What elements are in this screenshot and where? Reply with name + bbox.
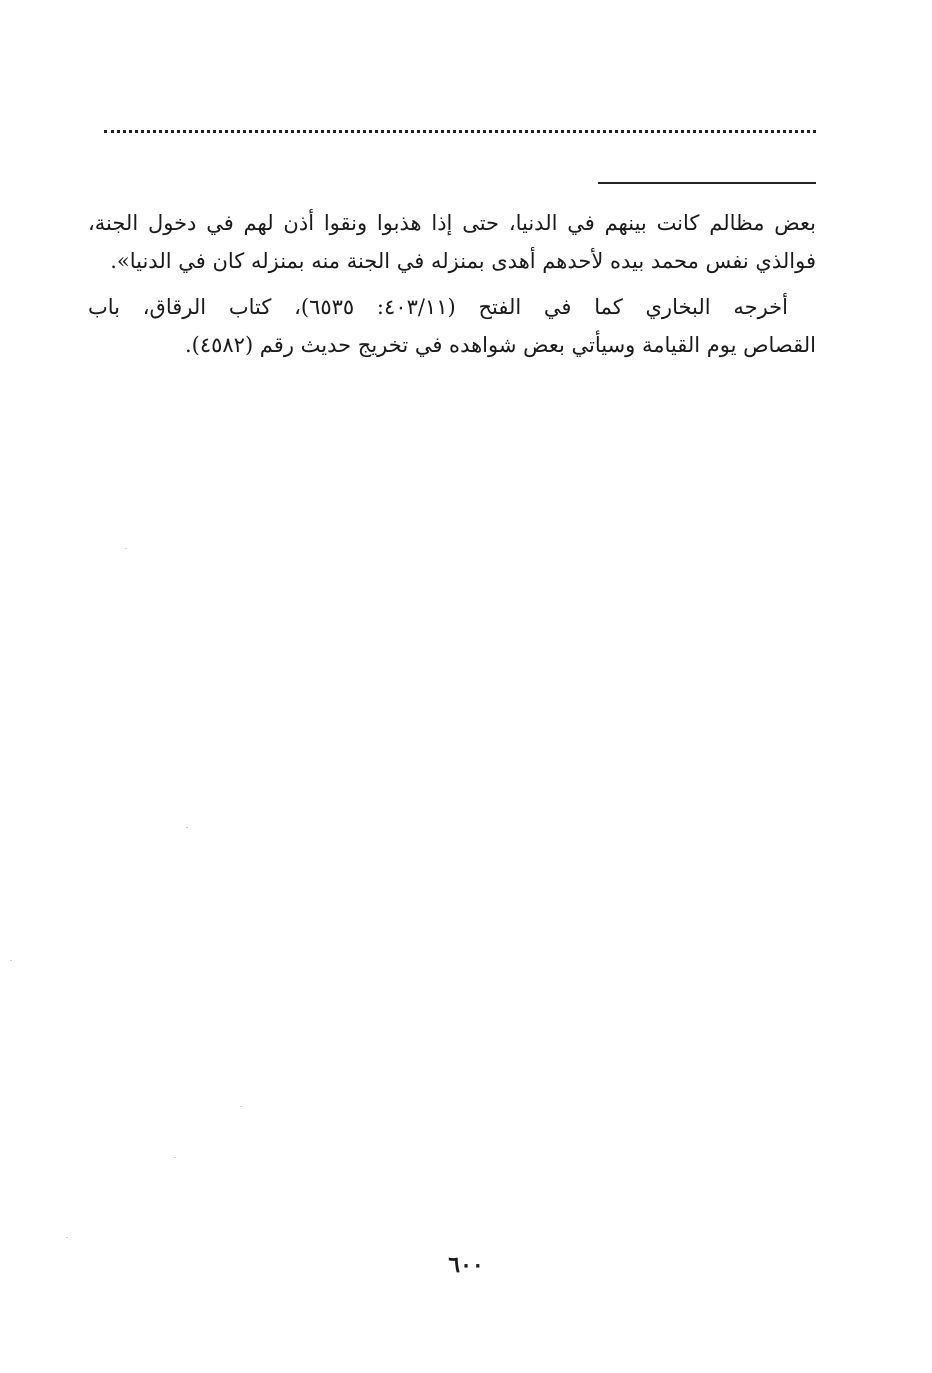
page-number: ٦٠٠	[448, 1252, 484, 1278]
scan-speck	[66, 1237, 68, 1238]
footnote-text-line: فوالذي نفس محمد بيده لأحدهم أهدى بمنزله في الجنة منه بمنزله كان في الدنيا».	[110, 249, 816, 273]
footnote-text-line: بعض مظالم كانت بينهم في الدنيا، حتى إذا هذبوا ونقوا أذن لهم في دخول الجنة،	[88, 211, 816, 235]
scan-speck	[240, 1106, 242, 1107]
footnote-text-line: القصاص يوم القيامة وسيأتي بعض شواهده في تخريج حديث رقم (٤٥٨٢).	[184, 333, 816, 357]
dotted-separator	[104, 130, 816, 133]
footnote-separator-line	[598, 182, 816, 184]
scan-speck	[125, 548, 127, 549]
footnote-text-line: أخرجه البخاري كما في الفتح (٤٠٣/١١: ٦٥٣٥)، كتاب الرقاق، باب	[88, 295, 788, 319]
scan-speck	[186, 827, 188, 828]
footnotes-block	[88, 204, 816, 364]
scan-speck	[174, 1157, 176, 1158]
scan-speck	[10, 960, 12, 961]
